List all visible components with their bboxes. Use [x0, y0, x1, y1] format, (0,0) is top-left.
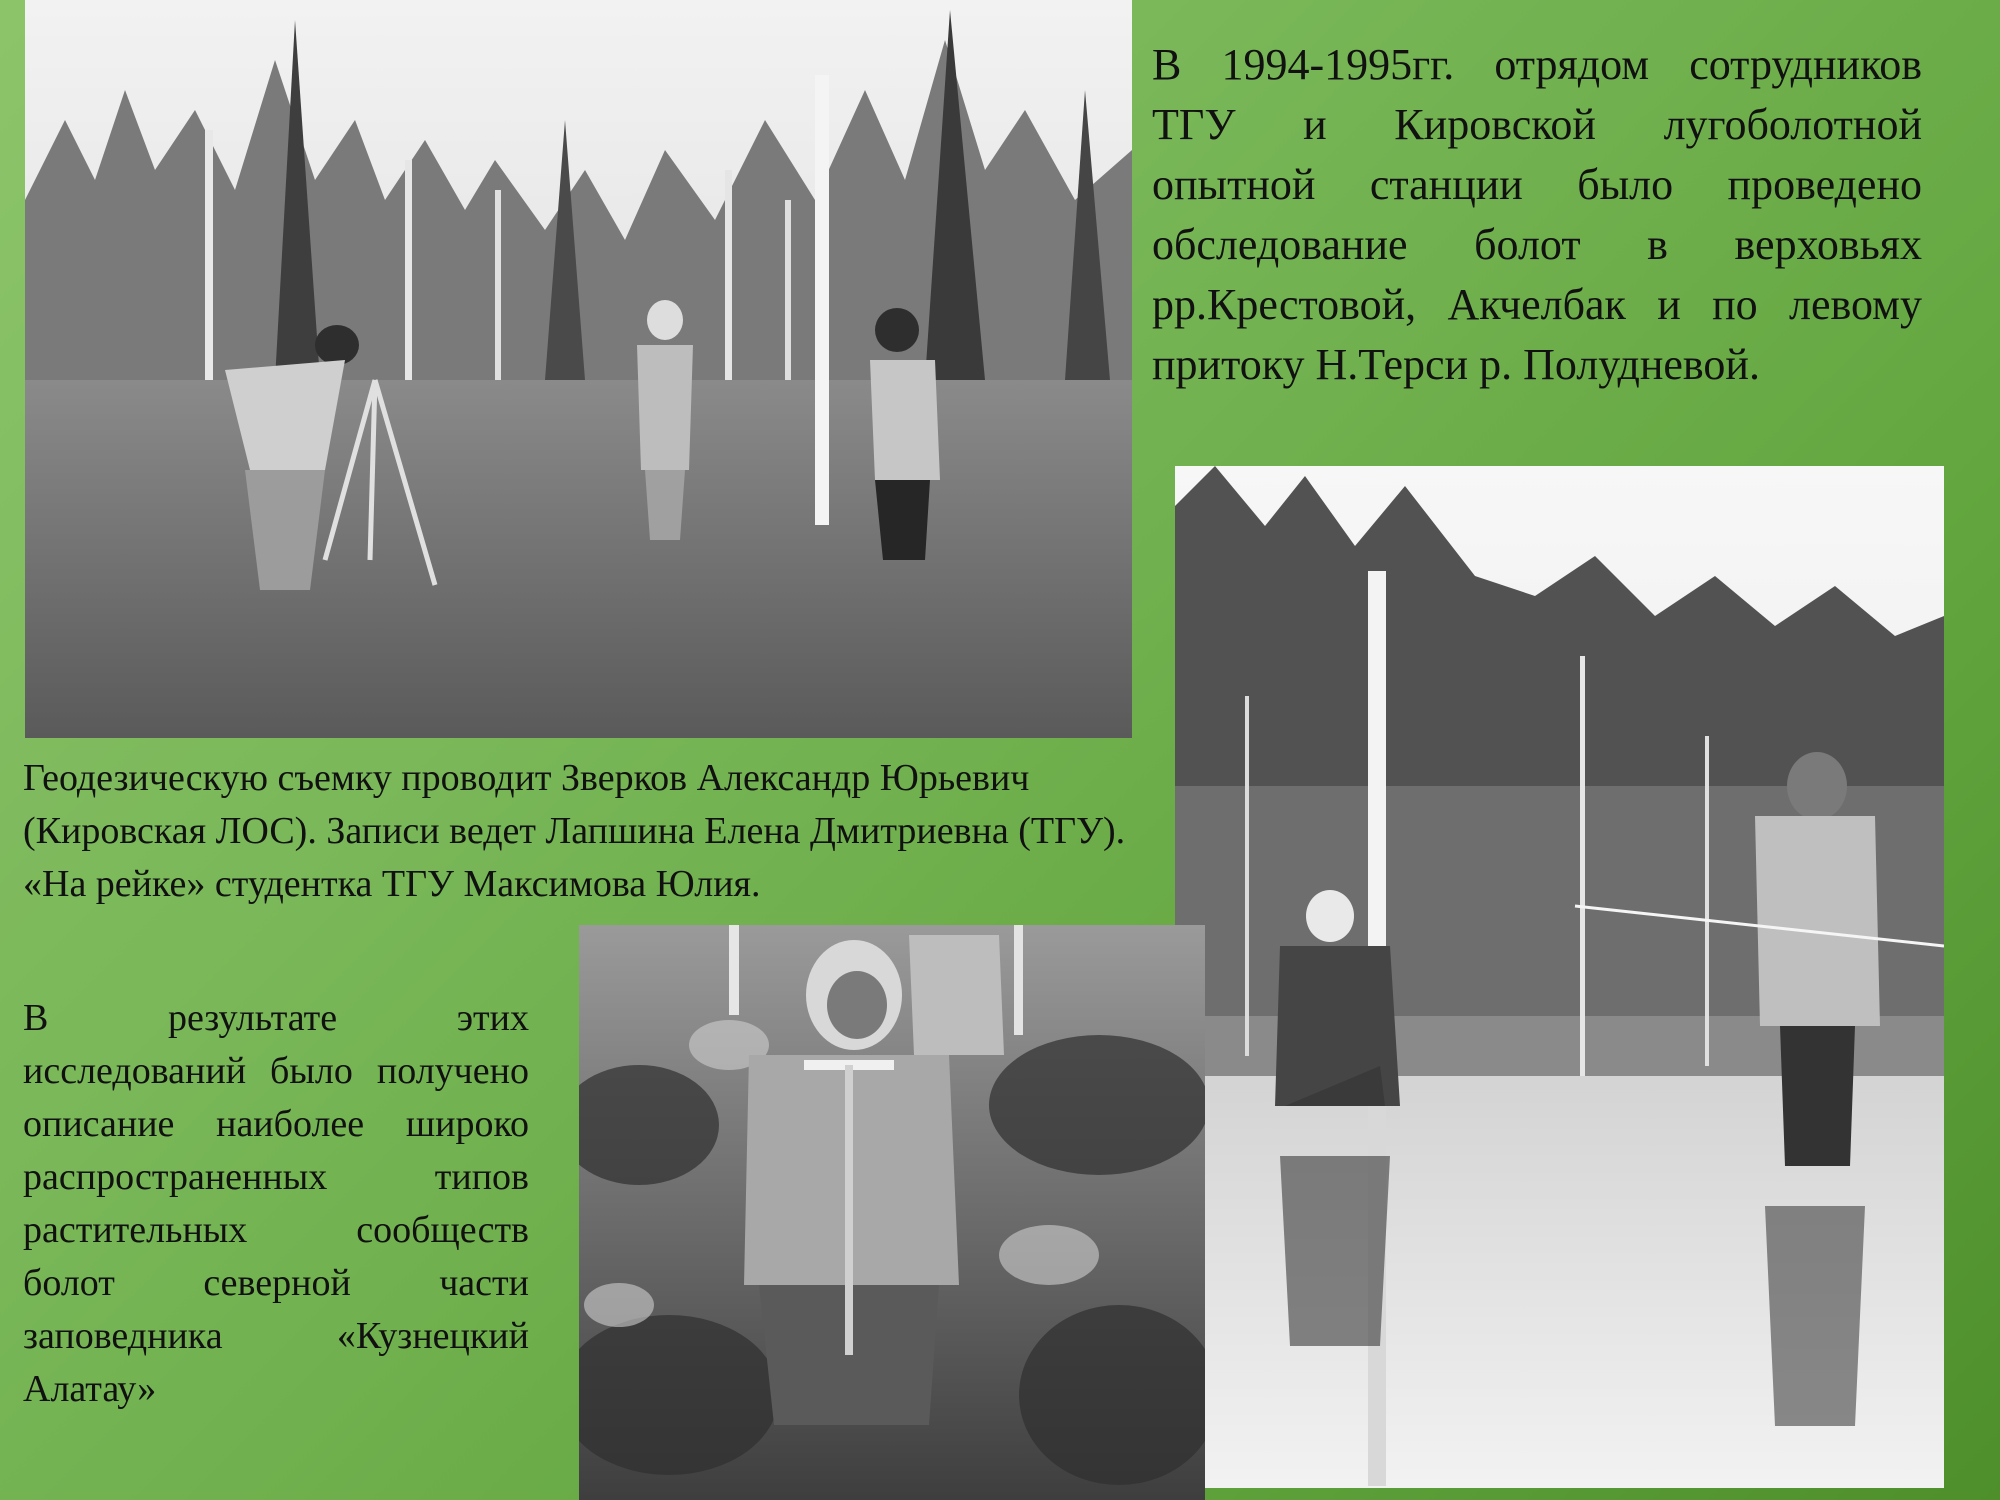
survey-photo [25, 0, 1132, 738]
probe-photo [579, 925, 1205, 1500]
photo-caption: Геодезическую съемку проводит Зверков Александр Юрьевич (Кировская ЛОС). Записи ведет Лапшина Елена Дмитриевна (ТГУ). «На рейке» студентка ТГУ Максимова Юлия. [23, 757, 1126, 905]
intro-paragraph: В 1994-1995гг. отрядом сотрудников ТГУ и Кировской лугоболотной опытной станции было проведено обследование болот в верховьях рр.Крестовой, Акчелбак и по левому притоку Н.Терси р. Полудневой. [1152, 40, 1922, 389]
bog-photo [1175, 466, 1944, 1488]
probe-photo-image [579, 925, 1205, 1500]
survey-photo-image [25, 0, 1132, 738]
bog-photo-image [1175, 466, 1944, 1488]
results-paragraph: В результате этих исследований было получено описание наиболее широко распространенных типов растительных сообществ болот северной части заповедника «Кузнецкий Алатау» [23, 997, 529, 1410]
